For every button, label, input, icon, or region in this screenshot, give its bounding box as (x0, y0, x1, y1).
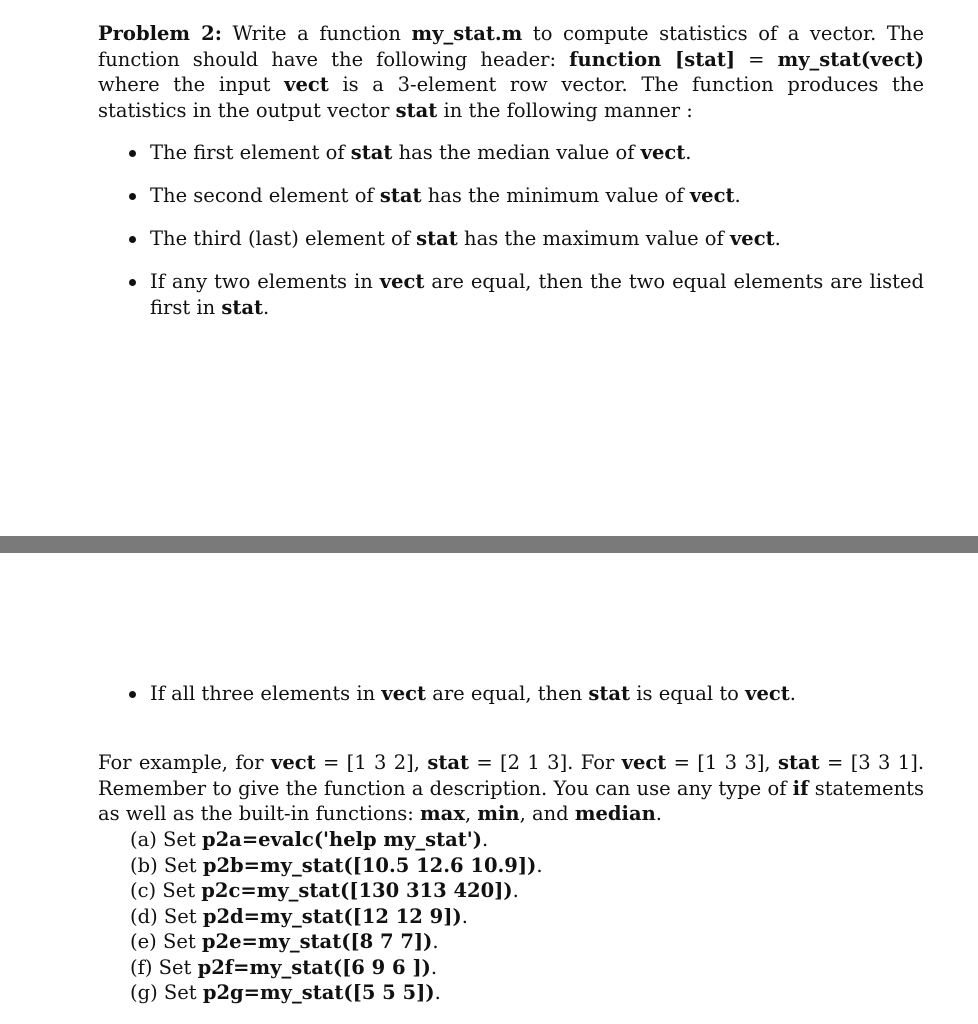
problem-title: Problem 2: (98, 22, 222, 45)
page-divider (0, 536, 978, 553)
task-item-c: (c) Set p2c=my_stat([130 313 420]). (130, 879, 519, 902)
function-file-name: my_stat.m (411, 22, 523, 45)
bullet-icon (129, 691, 136, 698)
page-bottom (0, 553, 978, 1024)
problem-statement: Problem 2: Write a function my_stat.m to compute statistics of a vector. The function should have the following header: function [stat] = my_stat(vect) where the input vect is a 3-element row vector. The function produces the statistics in the output vector stat in the following manner : (98, 22, 924, 122)
function-header-call: my_stat(vect) (777, 47, 924, 71)
task-item-g: (g) Set p2g=my_stat([5 5 5]). (130, 981, 441, 1004)
bullet-icon (129, 193, 136, 200)
example-paragraph: For example, for vect = [1 3 2], stat = [2 1 3]. For vect = [1 3 3], stat = [3 3 1]. Remember to give the function a description. You can use any type of if statements as well as the built-in functions: max, min, and median. (98, 751, 925, 825)
bullet-icon (129, 150, 136, 157)
function-header-keyword: function [stat] (569, 47, 736, 71)
rules-list (128, 140, 924, 320)
list-item: If all three elements in vect are equal, then stat is equal to vect. (128, 681, 924, 707)
list-item: The second element of stat has the minimum value of vect. (128, 183, 924, 209)
list-item: The third (last) element of stat has the maximum value of vect. (128, 226, 924, 252)
rules-list-continued (128, 681, 924, 707)
task-item-e: (e) Set p2e=my_stat([8 7 7]). (130, 930, 439, 953)
task-item-b: (b) Set p2b=my_stat([10.5 12.6 10.9]). (130, 853, 543, 877)
task-list (130, 827, 543, 1006)
bullet-icon (129, 279, 136, 286)
bullet-icon (129, 236, 136, 243)
list-item: If any two elements in vect are equal, then the two equal elements are listed first in stat. (128, 269, 924, 320)
task-item-d: (d) Set p2d=my_stat([12 12 9]). (130, 904, 468, 928)
list-item: The first element of stat has the median value of vect. (128, 140, 924, 166)
task-item-f: (f) Set p2f=my_stat([6 9 6 ]). (130, 955, 438, 979)
task-item-a: (a) Set p2a=evalc('help my_stat'). (130, 828, 489, 851)
